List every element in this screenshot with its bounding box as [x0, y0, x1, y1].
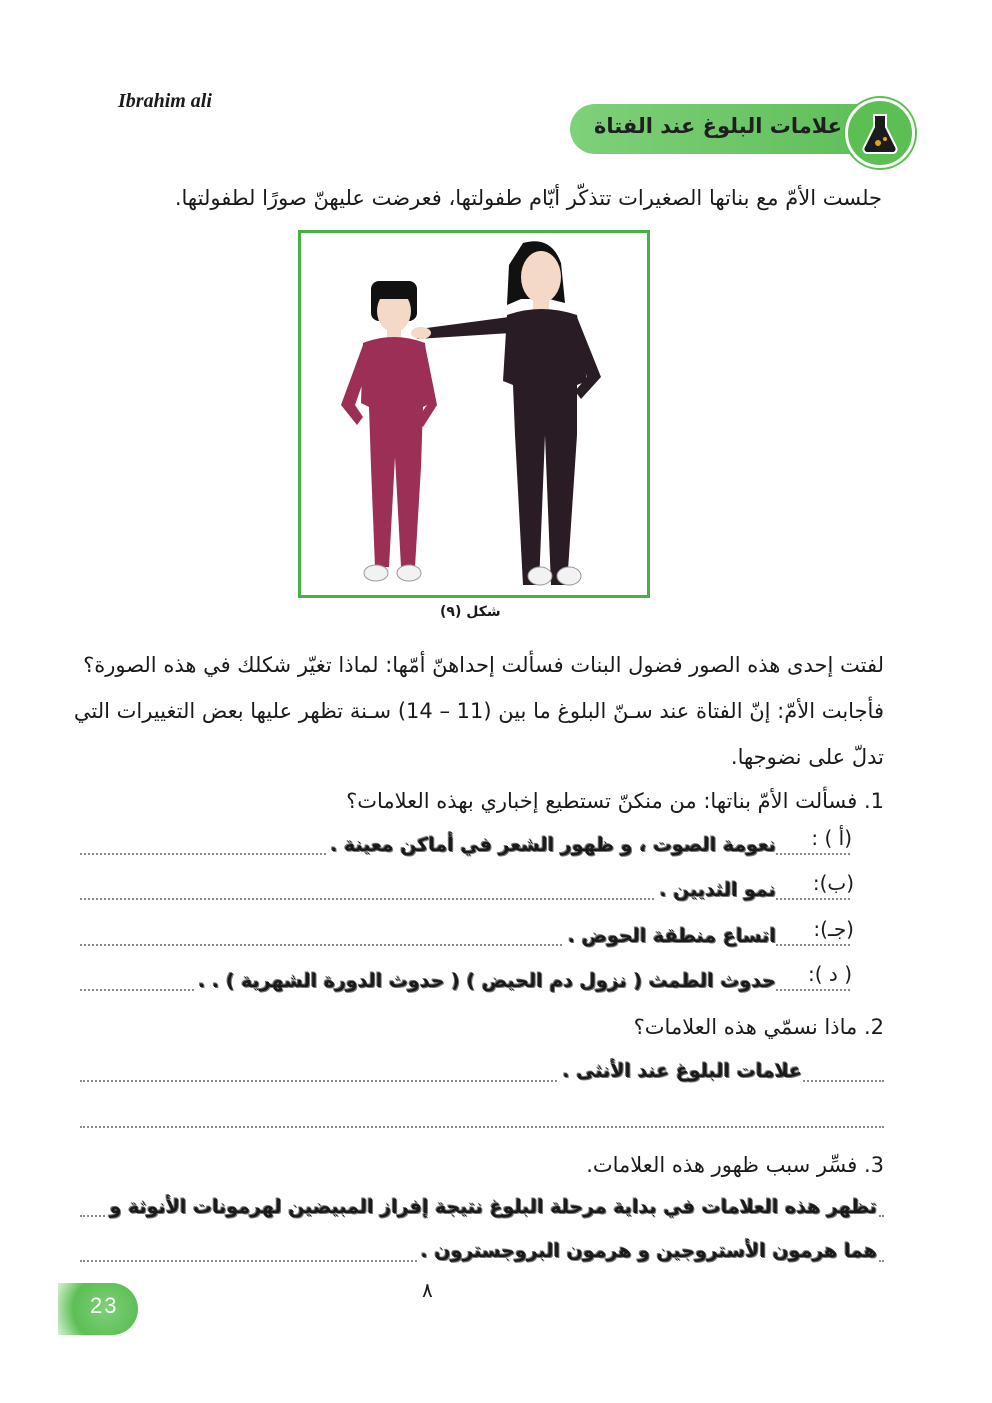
mother-daughter-illustration: [301, 233, 647, 595]
lab-flask-icon: [845, 98, 915, 168]
girl-figure: [341, 281, 437, 581]
item-label-d: ( د ):: [808, 962, 852, 986]
item-label-c: (جـ):: [813, 917, 854, 941]
author-name: Ibrahim ali: [118, 90, 212, 112]
answer-q3-line-2: هما هرمون الأستروجين و هرمون البروجسترون .: [417, 1240, 877, 1262]
paragraph-line-3: تدلّ على نضوجها.: [730, 745, 884, 769]
lesson-title: علامات البلوغ عند الفتاة: [593, 114, 842, 138]
answer-a: نعومة الصوت ، و ظهور الشعر في أماكن معينة .: [326, 834, 776, 856]
intro-text: جلست الأمّ مع بناتها الصغيرات تتذكّر أيّام طفولتها، فعرضت عليهنّ صورًا لطفولتها.: [174, 186, 882, 210]
answer-c: اتساع منطقة الحوض .: [564, 925, 776, 947]
question-1: 1. فسألت الأمّ بناتها: من منكنّ تستطيع إخباري بهذه العلامات؟: [346, 789, 884, 813]
answer-b: نمو الثديين .: [655, 879, 776, 901]
page-number: 23: [90, 1293, 119, 1318]
answer-q3-line-1: تظهر هذه العلامات في بداية مرحلة البلوغ نتيجة إفراز المبيضين لهرمونات الأنوثة و: [106, 1196, 877, 1218]
figure-caption: شكل (٩): [440, 604, 501, 620]
answer-line: [80, 1126, 884, 1128]
question-2: 2. ماذا نسمّي هذه العلامات؟: [633, 1015, 884, 1039]
paragraph-line-2: فأجابت الأمّ: إنّ الفتاة عند سـنّ البلوغ ما بين (11 – 14) سـنة تظهر عليها بعض التغييرات التي: [73, 699, 884, 723]
folio-number: ٨: [422, 1278, 433, 1302]
question-3: 3. فسِّر سبب ظهور هذه العلامات.: [586, 1153, 884, 1177]
mother-figure: [411, 241, 601, 585]
answer-q2: علامات البلوغ عند الأنثى .: [558, 1060, 802, 1082]
figure-frame: [298, 230, 650, 598]
item-label-a: (أ ) :: [811, 826, 852, 850]
item-label-b: (ب):: [812, 871, 854, 895]
paragraph-line-1: لفتت إحدى هذه الصور فضول البنات فسألت إحداهنّ أمّها: لماذا تغيّر شكلك في هذه الصورة؟: [83, 653, 884, 677]
answer-d: حدوث الطمث ( نزول دم الحيض ) ( حدوث الدورة الشهرية ) . .: [194, 970, 776, 992]
